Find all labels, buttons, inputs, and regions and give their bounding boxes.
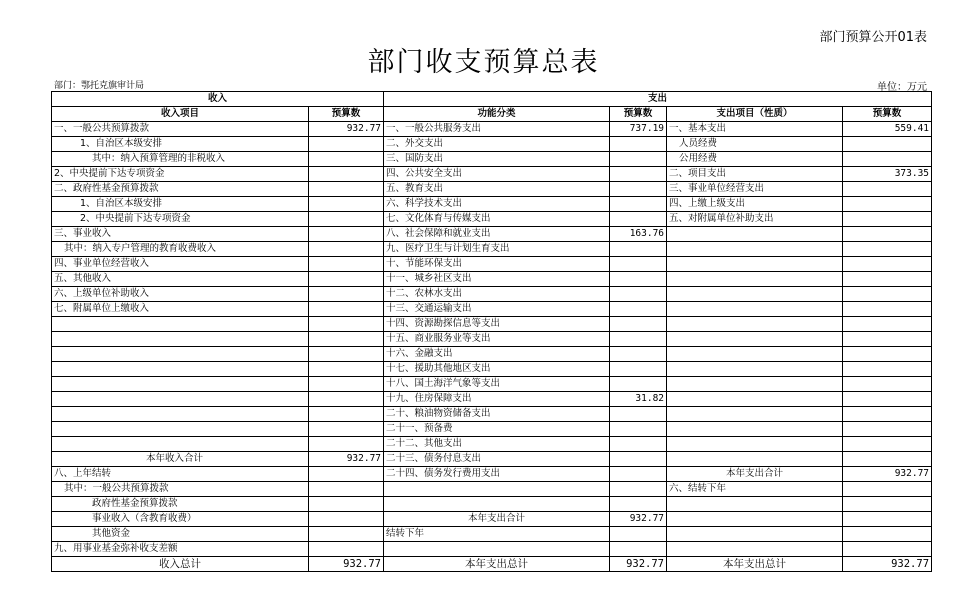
income-budget-header: 预算数	[309, 107, 384, 122]
func-class-cell: 一、一般公共服务支出	[384, 122, 610, 137]
func-budget-cell	[610, 347, 667, 362]
func-class-cell: 十七、援助其他地区支出	[384, 362, 610, 377]
table-row	[52, 467, 932, 482]
income-item-cell	[52, 362, 309, 377]
unit-label: 单位：万元	[877, 82, 927, 93]
func-budget-cell	[610, 167, 667, 182]
table-row	[52, 422, 932, 437]
expense-budget-cell	[843, 302, 932, 317]
func-budget-cell	[610, 407, 667, 422]
table-row	[52, 122, 932, 137]
income-budget-cell: 932.77	[309, 452, 384, 467]
expense-item-cell	[667, 347, 843, 362]
expense-item-cell: 人员经费	[667, 137, 843, 152]
income-budget-cell	[309, 332, 384, 347]
expense-budget-cell	[843, 347, 932, 362]
income-item-cell: 三、事业收入	[52, 227, 309, 242]
table-row	[52, 257, 932, 272]
income-item-cell: 九、用事业基金弥补收支差额	[52, 542, 309, 557]
income-item-cell	[52, 437, 309, 452]
income-item-cell: 收入总计	[52, 557, 309, 572]
income-item-cell: 其中：一般公共预算拨款	[52, 482, 309, 497]
income-budget-cell	[309, 137, 384, 152]
income-item-cell: 其中：纳入专户管理的教育收费收入	[52, 242, 309, 257]
income-budget-cell	[309, 377, 384, 392]
income-budget-cell	[309, 182, 384, 197]
income-budget-cell	[309, 227, 384, 242]
func-class-cell: 二十一、预备费	[384, 422, 610, 437]
table-row	[52, 272, 932, 287]
expense-budget-cell	[843, 362, 932, 377]
expense-item-cell	[667, 242, 843, 257]
expense-item-cell	[667, 437, 843, 452]
func-budget-cell	[610, 467, 667, 482]
income-budget-cell	[309, 422, 384, 437]
table-row	[52, 347, 932, 362]
expense-item-cell: 二、项目支出	[667, 167, 843, 182]
func-budget-cell	[610, 317, 667, 332]
expense-budget-cell	[843, 257, 932, 272]
func-class-cell: 十、节能环保支出	[384, 257, 610, 272]
func-class-cell: 三、国防支出	[384, 152, 610, 167]
table-row	[52, 542, 932, 557]
income-item-cell: 1、自治区本级安排	[52, 137, 309, 152]
func-class-cell: 本年支出总计	[384, 557, 610, 572]
expense-budget-cell	[843, 182, 932, 197]
expense-budget-cell	[843, 272, 932, 287]
func-class-cell: 十六、金融支出	[384, 347, 610, 362]
income-budget-cell	[309, 437, 384, 452]
expense-budget-cell	[843, 137, 932, 152]
expense-item-cell	[667, 512, 843, 527]
income-item-cell: 四、事业单位经营收入	[52, 257, 309, 272]
expense-budget-cell	[843, 422, 932, 437]
table-row	[52, 152, 932, 167]
table-row	[52, 527, 932, 542]
expense-item-cell	[667, 407, 843, 422]
expense-item-cell	[667, 542, 843, 557]
income-item-cell: 2、中央提前下达专项资金	[52, 212, 309, 227]
func-class-cell: 六、科学技术支出	[384, 197, 610, 212]
func-class-cell: 十一、城乡社区支出	[384, 272, 610, 287]
income-budget-cell	[309, 287, 384, 302]
income-item-cell: 五、其他收入	[52, 272, 309, 287]
income-budget-cell	[309, 482, 384, 497]
income-budget-cell: 932.77	[309, 557, 384, 572]
func-budget-cell	[610, 152, 667, 167]
expense-item-cell	[667, 497, 843, 512]
func-class-cell: 二十二、其他支出	[384, 437, 610, 452]
expense-item-cell	[667, 257, 843, 272]
income-budget-cell	[309, 302, 384, 317]
income-item-cell	[52, 422, 309, 437]
income-item-cell: 政府性基金预算拨款	[52, 497, 309, 512]
income-item-cell: 1、自治区本级安排	[52, 197, 309, 212]
table-row	[52, 317, 932, 332]
func-budget-header: 预算数	[610, 107, 667, 122]
func-class-cell: 九、医疗卫生与计划生育支出	[384, 242, 610, 257]
expense-item-cell: 公用经费	[667, 152, 843, 167]
income-item-header: 收入项目	[52, 107, 309, 122]
income-item-cell	[52, 407, 309, 422]
func-budget-cell	[610, 212, 667, 227]
func-class-cell: 结转下年	[384, 527, 610, 542]
income-budget-cell	[309, 392, 384, 407]
func-class-cell: 二十、粮油物资储备支出	[384, 407, 610, 422]
expense-budget-cell	[843, 377, 932, 392]
expense-header: 支出	[384, 92, 932, 107]
income-budget-cell	[309, 242, 384, 257]
func-budget-cell	[610, 332, 667, 347]
func-class-cell: 十三、交通运输支出	[384, 302, 610, 317]
expense-item-cell	[667, 452, 843, 467]
table-row	[52, 497, 932, 512]
func-budget-cell	[610, 287, 667, 302]
table-row	[52, 377, 932, 392]
income-budget-cell	[309, 257, 384, 272]
expense-budget-cell	[843, 407, 932, 422]
expense-budget-cell	[843, 497, 932, 512]
func-budget-cell	[610, 182, 667, 197]
table-row	[52, 452, 932, 467]
expense-budget-cell	[843, 152, 932, 167]
func-class-cell: 十二、农林水支出	[384, 287, 610, 302]
budget-summary-table	[51, 91, 932, 572]
func-budget-cell: 737.19	[610, 122, 667, 137]
income-budget-cell	[309, 212, 384, 227]
expense-item-cell: 三、事业单位经营支出	[667, 182, 843, 197]
expense-item-cell	[667, 377, 843, 392]
expense-budget-cell	[843, 332, 932, 347]
table-row	[52, 242, 932, 257]
func-budget-cell	[610, 437, 667, 452]
table-row	[52, 557, 932, 572]
page-title: 部门收支预算总表	[367, 47, 600, 78]
func-budget-cell	[610, 497, 667, 512]
expense-item-cell	[667, 287, 843, 302]
expense-budget-cell	[843, 392, 932, 407]
func-class-cell: 五、教育支出	[384, 182, 610, 197]
income-header: 收入	[52, 92, 384, 107]
income-item-cell: 事业收入（含教育收费）	[52, 512, 309, 527]
func-class-cell	[384, 542, 610, 557]
expense-budget-cell: 932.77	[843, 467, 932, 482]
table-row	[52, 182, 932, 197]
expense-budget-cell	[843, 452, 932, 467]
expense-item-cell	[667, 302, 843, 317]
income-item-cell: 二、政府性基金预算拨款	[52, 182, 309, 197]
table-row	[52, 392, 932, 407]
header-row-2	[52, 107, 932, 122]
func-class-cell	[384, 482, 610, 497]
expense-budget-cell	[843, 437, 932, 452]
header-row-1	[52, 92, 932, 107]
func-budget-cell	[610, 362, 667, 377]
income-budget-cell: 932.77	[309, 122, 384, 137]
expense-budget-cell: 559.41	[843, 122, 932, 137]
func-budget-cell	[610, 482, 667, 497]
income-budget-cell	[309, 497, 384, 512]
func-budget-cell	[610, 137, 667, 152]
expense-budget-cell	[843, 512, 932, 527]
func-budget-cell	[610, 302, 667, 317]
income-item-cell	[52, 347, 309, 362]
income-budget-cell	[309, 317, 384, 332]
func-class-cell: 十九、住房保障支出	[384, 392, 610, 407]
table-row	[52, 167, 932, 182]
income-item-cell	[52, 317, 309, 332]
income-budget-cell	[309, 407, 384, 422]
income-item-cell: 其中：纳入预算管理的非税收入	[52, 152, 309, 167]
income-item-cell: 其他资金	[52, 527, 309, 542]
income-budget-cell	[309, 512, 384, 527]
expense-budget-cell	[843, 542, 932, 557]
income-budget-cell	[309, 347, 384, 362]
income-budget-cell	[309, 527, 384, 542]
table-row	[52, 512, 932, 527]
table-row	[52, 227, 932, 242]
expense-item-cell: 一、基本支出	[667, 122, 843, 137]
func-budget-cell	[610, 257, 667, 272]
income-item-cell	[52, 392, 309, 407]
func-class-cell: 本年支出合计	[384, 512, 610, 527]
table-row	[52, 332, 932, 347]
func-budget-cell	[610, 452, 667, 467]
func-class-header: 功能分类	[384, 107, 610, 122]
func-class-cell	[384, 497, 610, 512]
income-item-cell: 一、一般公共预算拨款	[52, 122, 309, 137]
expense-item-cell: 四、上缴上级支出	[667, 197, 843, 212]
expense-item-cell	[667, 332, 843, 347]
expense-budget-cell	[843, 527, 932, 542]
income-budget-cell	[309, 467, 384, 482]
income-item-cell: 2、中央提前下达专项资金	[52, 167, 309, 182]
expense-budget-cell	[843, 482, 932, 497]
func-budget-cell	[610, 242, 667, 257]
func-class-cell: 二十三、债务付息支出	[384, 452, 610, 467]
table-row	[52, 212, 932, 227]
expense-budget-cell	[843, 317, 932, 332]
func-budget-cell	[610, 197, 667, 212]
expense-item-cell	[667, 227, 843, 242]
func-budget-cell	[610, 527, 667, 542]
func-budget-cell	[610, 422, 667, 437]
expense-item-cell	[667, 362, 843, 377]
func-class-cell: 十八、国土海洋气象等支出	[384, 377, 610, 392]
expense-budget-header: 预算数	[843, 107, 932, 122]
table-row	[52, 287, 932, 302]
form-code: 部门预算公开01表	[819, 30, 927, 45]
department-label: 部门：鄂托克旗审计局	[54, 81, 145, 91]
func-budget-cell: 932.77	[610, 512, 667, 527]
expense-item-header: 支出项目（性质）	[667, 107, 843, 122]
table-row	[52, 362, 932, 377]
expense-item-cell: 五、对附属单位补助支出	[667, 212, 843, 227]
table-row	[52, 197, 932, 212]
income-item-cell: 本年收入合计	[52, 452, 309, 467]
income-item-cell	[52, 377, 309, 392]
expense-item-cell: 本年支出合计	[667, 467, 843, 482]
income-budget-cell	[309, 167, 384, 182]
expense-item-cell	[667, 272, 843, 287]
expense-budget-cell: 373.35	[843, 167, 932, 182]
expense-item-cell	[667, 317, 843, 332]
func-budget-cell: 932.77	[610, 557, 667, 572]
income-item-cell: 八、上年结转	[52, 467, 309, 482]
expense-budget-cell	[843, 227, 932, 242]
func-class-cell: 十四、资源勘探信息等支出	[384, 317, 610, 332]
expense-item-cell	[667, 422, 843, 437]
expense-budget-cell	[843, 212, 932, 227]
income-item-cell: 七、附属单位上缴收入	[52, 302, 309, 317]
expense-item-cell: 六、结转下年	[667, 482, 843, 497]
expense-item-cell	[667, 392, 843, 407]
table-row	[52, 482, 932, 497]
func-class-cell: 七、文化体育与传媒支出	[384, 212, 610, 227]
func-class-cell: 二、外交支出	[384, 137, 610, 152]
income-budget-cell	[309, 542, 384, 557]
func-class-cell: 八、社会保障和就业支出	[384, 227, 610, 242]
income-budget-cell	[309, 272, 384, 287]
func-class-cell: 四、公共安全支出	[384, 167, 610, 182]
func-budget-cell	[610, 272, 667, 287]
income-budget-cell	[309, 197, 384, 212]
table-row	[52, 407, 932, 422]
expense-budget-cell	[843, 287, 932, 302]
income-item-cell: 六、上级单位补助收入	[52, 287, 309, 302]
func-budget-cell: 163.76	[610, 227, 667, 242]
table-row	[52, 302, 932, 317]
expense-budget-cell: 932.77	[843, 557, 932, 572]
table-row	[52, 137, 932, 152]
income-budget-cell	[309, 152, 384, 167]
expense-item-cell	[667, 527, 843, 542]
func-budget-cell	[610, 542, 667, 557]
func-class-cell: 十五、商业服务业等支出	[384, 332, 610, 347]
func-budget-cell	[610, 377, 667, 392]
func-class-cell: 二十四、债务发行费用支出	[384, 467, 610, 482]
expense-item-cell: 本年支出总计	[667, 557, 843, 572]
income-budget-cell	[309, 362, 384, 377]
expense-budget-cell	[843, 242, 932, 257]
income-item-cell	[52, 332, 309, 347]
expense-budget-cell	[843, 197, 932, 212]
table-row	[52, 437, 932, 452]
func-budget-cell: 31.82	[610, 392, 667, 407]
